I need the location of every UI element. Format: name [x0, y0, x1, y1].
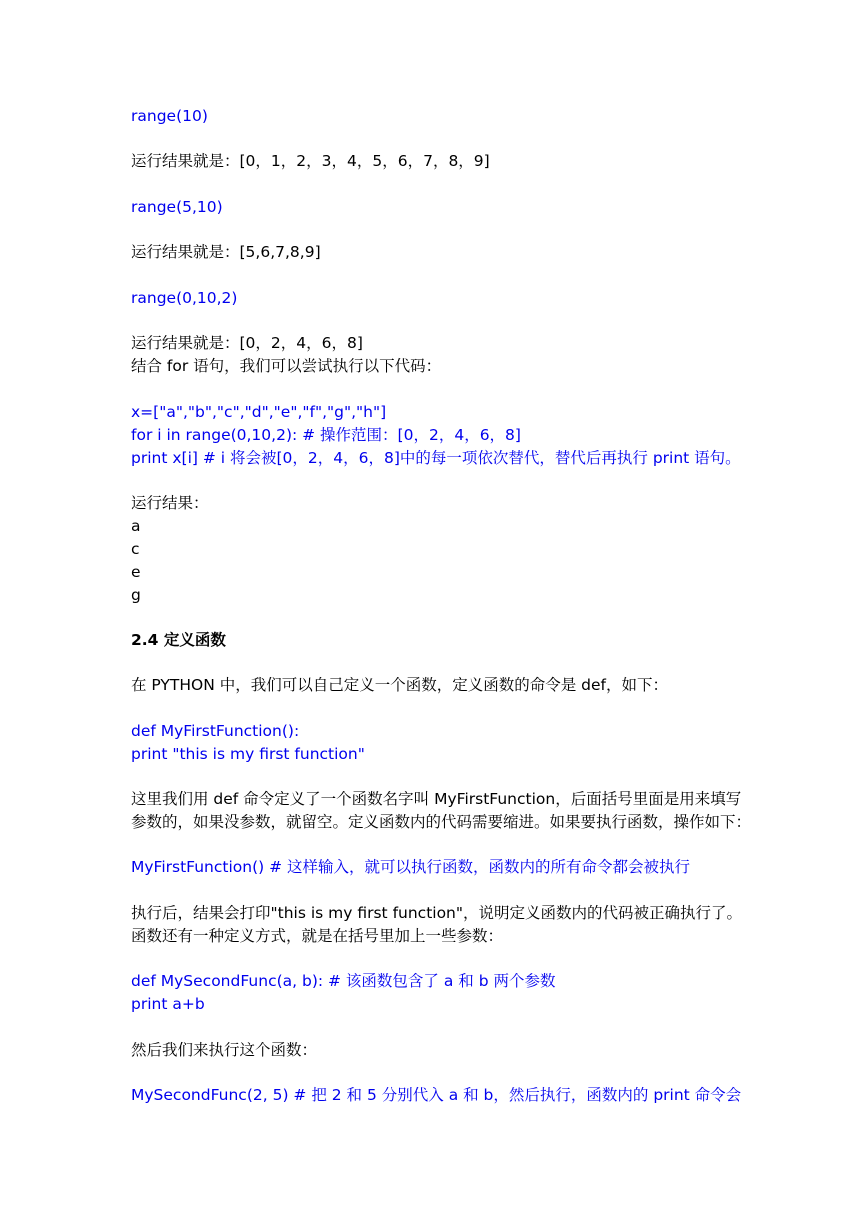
- output-line: g: [131, 586, 141, 604]
- code-line: print a+b: [131, 995, 205, 1013]
- code-line: print "this is my first function": [131, 745, 365, 763]
- code-line: range(10): [131, 107, 208, 125]
- code-line: range(5,10): [131, 198, 223, 216]
- result-text: 运行结果就是：[0，1，2，3，4，5，6，7，8，9]: [131, 152, 490, 170]
- code-line: MySecondFunc(2, 5) # 把 2 和 5 分别代入 a 和 b，然后执行，函数内的 print 命令会: [131, 1086, 742, 1104]
- result-text: 运行结果就是：[0，2，4，6，8]: [131, 334, 363, 352]
- section-heading: 2.4 定义函数: [131, 631, 226, 649]
- output-line: c: [131, 540, 140, 558]
- code-line: def MySecondFunc(a, b): # 该函数包含了 a 和 b 两个参数: [131, 972, 556, 990]
- paragraph-text: 参数的，如果没参数，就留空。定义函数内的代码需要缩进。如果要执行函数，操作如下：: [131, 813, 752, 831]
- result-text: 运行结果就是：[5,6,7,8,9]: [131, 243, 321, 261]
- code-line: def MyFirstFunction():: [131, 722, 300, 740]
- code-line: print x[i] # i 将会被[0，2，4，6，8]中的每一项依次替代，替代后再执行 print 语句。: [131, 449, 741, 467]
- code-line: range(0,10,2): [131, 289, 238, 307]
- paragraph-text: 在 PYTHON 中，我们可以自己定义一个函数，定义函数的命令是 def，如下：: [131, 676, 669, 694]
- code-line: for i in range(0,10,2): # 操作范围：[0，2，4，6，8]: [131, 426, 521, 444]
- result-label: 运行结果：: [131, 494, 209, 512]
- paragraph-text: 这里我们用 def 命令定义了一个函数名字叫 MyFirstFunction，后面括号里面是用来填写: [131, 790, 742, 808]
- code-line: MyFirstFunction() # 这样输入，就可以执行函数，函数内的所有命令都会被执行: [131, 858, 691, 876]
- paragraph-text: 函数还有一种定义方式，就是在括号里加上一些参数：: [131, 927, 504, 945]
- code-line: x=["a","b","c","d","e","f","g","h"]: [131, 403, 387, 421]
- output-line: a: [131, 517, 141, 535]
- paragraph-text: 然后我们来执行这个函数：: [131, 1041, 318, 1059]
- paragraph-text: 结合 for 语句，我们可以尝试执行以下代码：: [131, 357, 442, 375]
- paragraph-text: 执行后，结果会打印"this is my first function"，说明定义函数内的代码被正确执行了。: [131, 904, 743, 922]
- output-line: e: [131, 563, 141, 581]
